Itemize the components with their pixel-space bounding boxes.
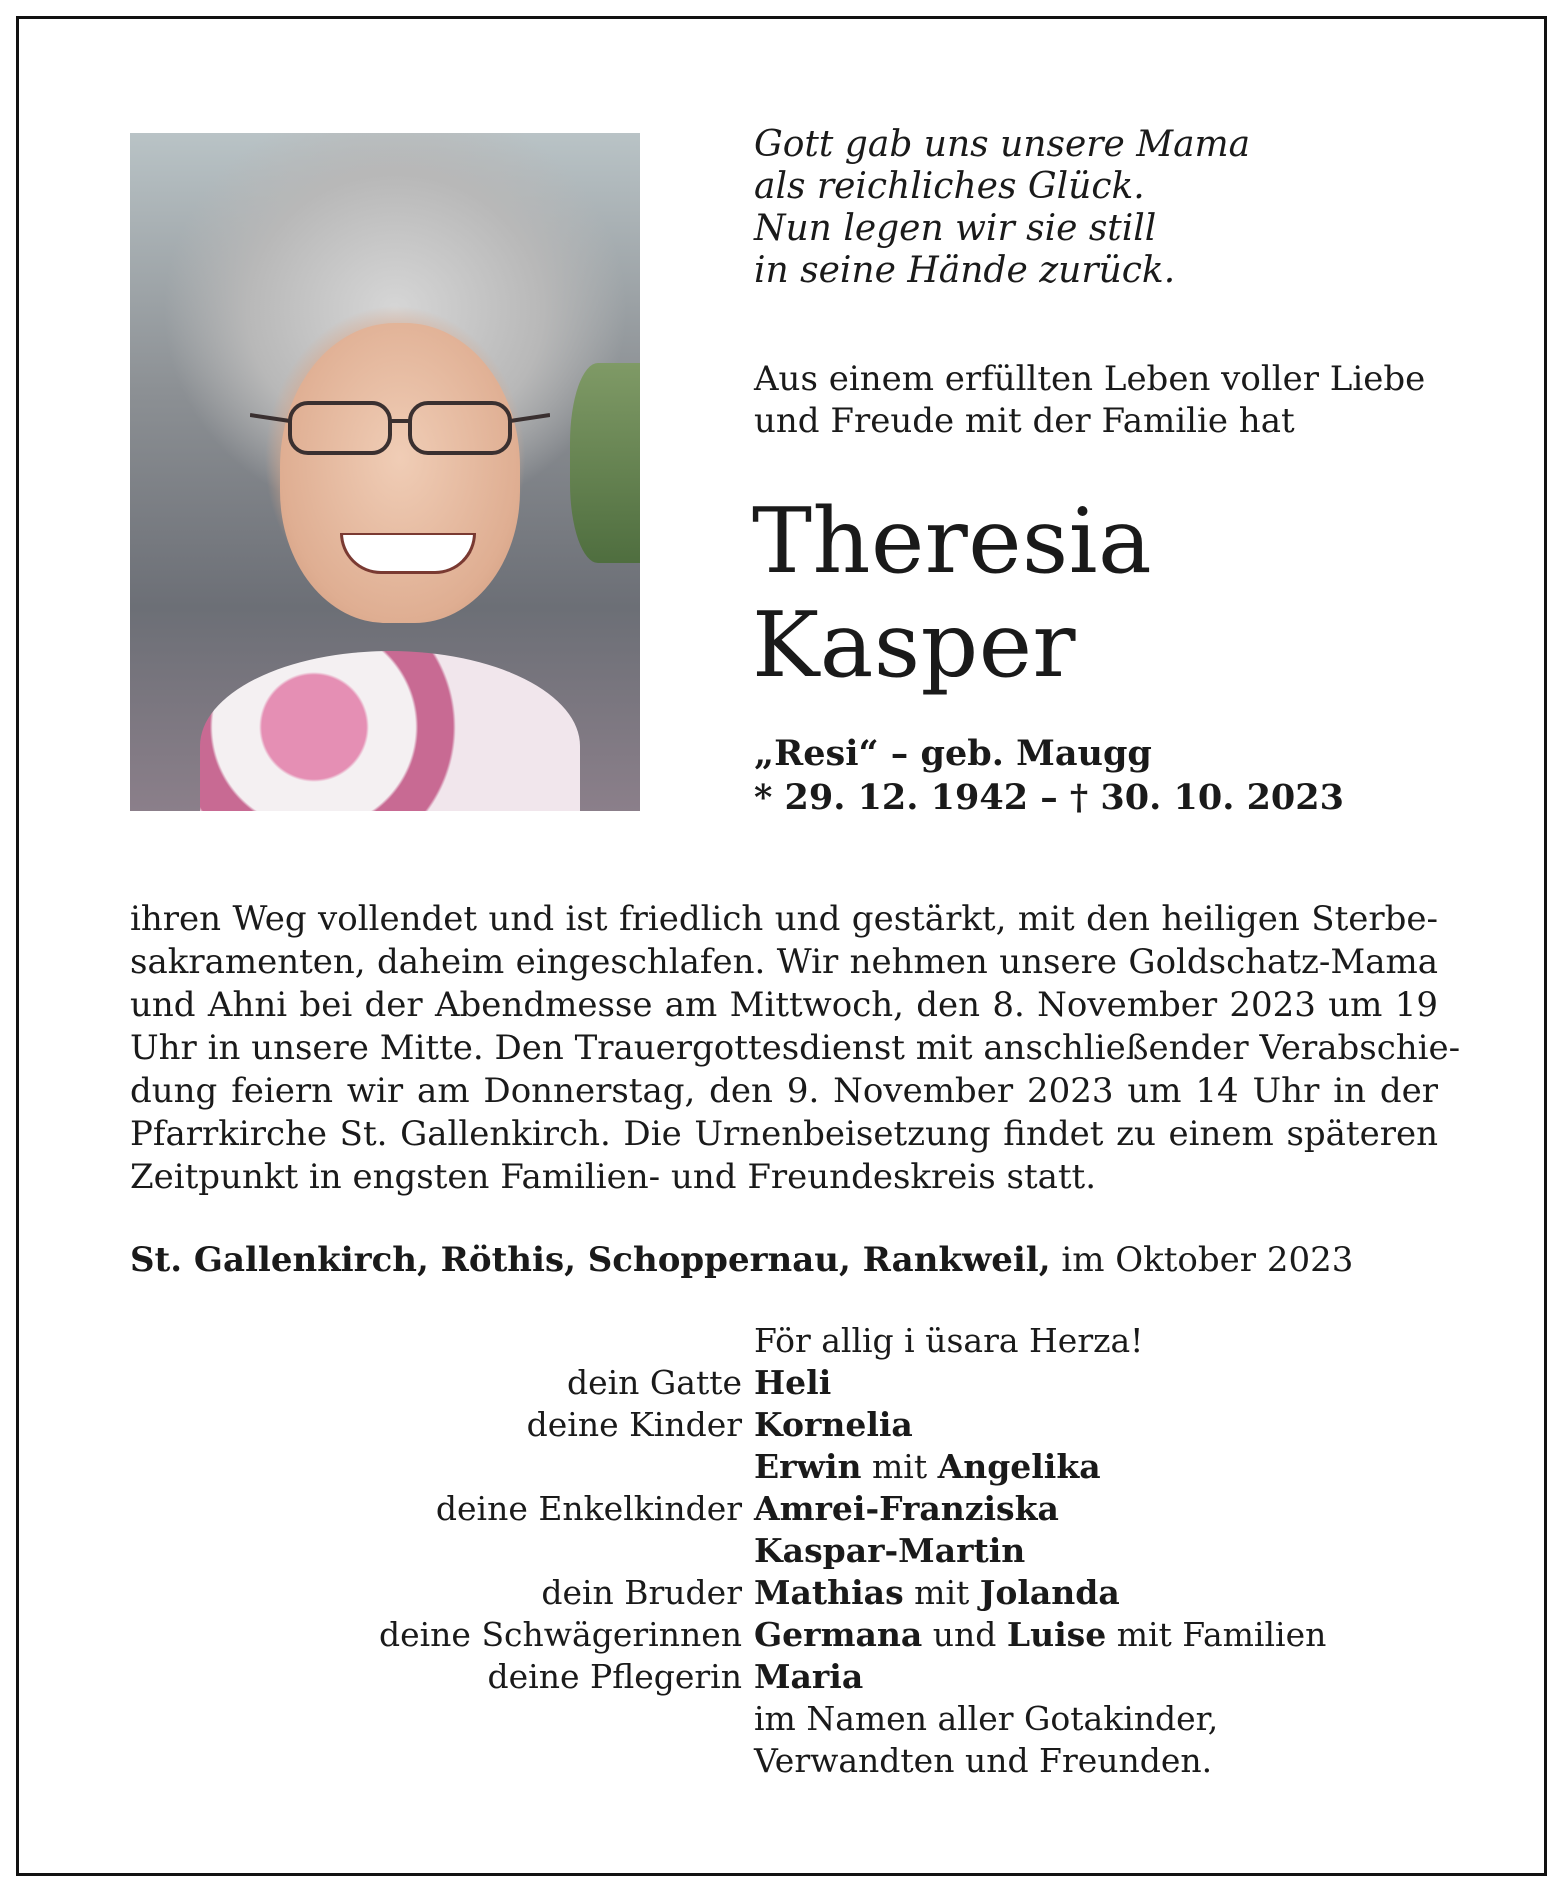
family-member-name: Erwin (754, 1447, 862, 1486)
photo-smile (340, 533, 476, 574)
places-date: im Oktober 2023 (1061, 1240, 1354, 1280)
family-row (130, 1488, 1460, 1530)
photo-background-foliage (570, 363, 640, 563)
intro-line: und Freude mit der Familie hat (754, 401, 1295, 441)
family-member-name: Luise (1006, 1615, 1107, 1654)
connector-text: und (932, 1615, 997, 1654)
family-member-name: Kornelia (754, 1405, 913, 1444)
announcement-body (130, 898, 1461, 1199)
relation-label: dein Gatte (566, 1363, 742, 1402)
poem-line: in seine Hände zurück. (754, 250, 1176, 291)
family-row (130, 1446, 1460, 1488)
family-member-name: Jolanda (979, 1573, 1120, 1612)
relation-label: deine Enkelkinder (435, 1489, 742, 1528)
poem-line: als reichliches Glück. (754, 166, 1145, 207)
relation-label: dein Bruder (541, 1573, 742, 1612)
family-row (130, 1362, 1460, 1404)
body-line: Pfarrkirche St. Gallenkirch. Die Urnenbeisetzung findet zu einem späteren (130, 1114, 1438, 1154)
dates-line: * 29. 12. 1942 – † 30. 10. 2023 (754, 777, 1344, 818)
family-list (130, 1320, 1460, 1782)
family-member-name: Amrei-Franziska (754, 1489, 1059, 1528)
body-line: Zeitpunkt in engsten Familien- und Freundeskreis statt. (130, 1157, 1097, 1197)
last-name: Kasper (752, 593, 1076, 698)
family-member-name: Maria (754, 1657, 864, 1696)
body-line: dung feiern wir am Donnerstag, den 9. November 2023 um 14 Uhr in der (130, 1071, 1438, 1111)
body-line: und Ahni bei der Abendmesse am Mittwoch, den 8. November 2023 um 19 (130, 985, 1438, 1025)
places-towns: St. Gallenkirch, Röthis, Schoppernau, Rankweil, (130, 1240, 1051, 1280)
connector-text: mit (914, 1573, 970, 1612)
family-member-name: Angelika (937, 1447, 1101, 1486)
family-member-name: Germana (754, 1615, 923, 1654)
body-line: ihren Weg vollendet und ist friedlich und gestärkt, mit den heiligen Sterbe- (130, 899, 1438, 939)
family-row (130, 1698, 1460, 1740)
photo-glasses (250, 393, 550, 463)
photo-shirt (200, 651, 580, 811)
poem-line: Gott gab uns unsere Mama (754, 124, 1251, 165)
photo-face (280, 323, 520, 623)
family-row (130, 1656, 1460, 1698)
poem-line: Nun legen wir sie still (754, 208, 1157, 249)
deceased-name (752, 490, 1152, 698)
family-row (130, 1530, 1460, 1572)
family-row (130, 1614, 1460, 1656)
closing-line: Verwandten und Freunden. (754, 1741, 1213, 1780)
family-member-name: Kaspar-Martin (754, 1531, 1026, 1570)
family-member-name: Mathias (754, 1573, 904, 1612)
connector-text: mit Familien (1116, 1615, 1327, 1654)
poem (754, 124, 1250, 292)
relation-label: deine Kinder (526, 1405, 742, 1444)
relation-label: deine Pflegerin (487, 1657, 742, 1696)
connector-text: mit (871, 1447, 928, 1486)
family-row (130, 1572, 1460, 1614)
portrait-photo (130, 133, 640, 811)
relation-label: deine Schwägerinnen (378, 1615, 742, 1654)
intro-text (754, 358, 1425, 442)
family-member-name: Heli (754, 1363, 832, 1402)
first-name: Theresia (752, 489, 1153, 594)
nickname-line: „Resi“ – geb. Maugg (754, 733, 1152, 774)
closing-line: im Namen aller Gotakinder, (754, 1699, 1219, 1738)
family-motto: För allig i üsara Herza! (754, 1321, 1144, 1360)
family-row (130, 1740, 1460, 1782)
family-row (130, 1320, 1460, 1362)
places-and-date (130, 1238, 1353, 1282)
body-line: Uhr in unsere Mitte. Den Trauergottesdienst mit anschließender Verabschie- (130, 1028, 1461, 1068)
intro-line: Aus einem erfüllten Leben voller Liebe (754, 359, 1426, 399)
family-row (130, 1404, 1460, 1446)
body-line: sakramenten, daheim eingeschlafen. Wir nehmen unsere Goldschatz-Mama (130, 942, 1438, 982)
name-details (754, 732, 1344, 820)
